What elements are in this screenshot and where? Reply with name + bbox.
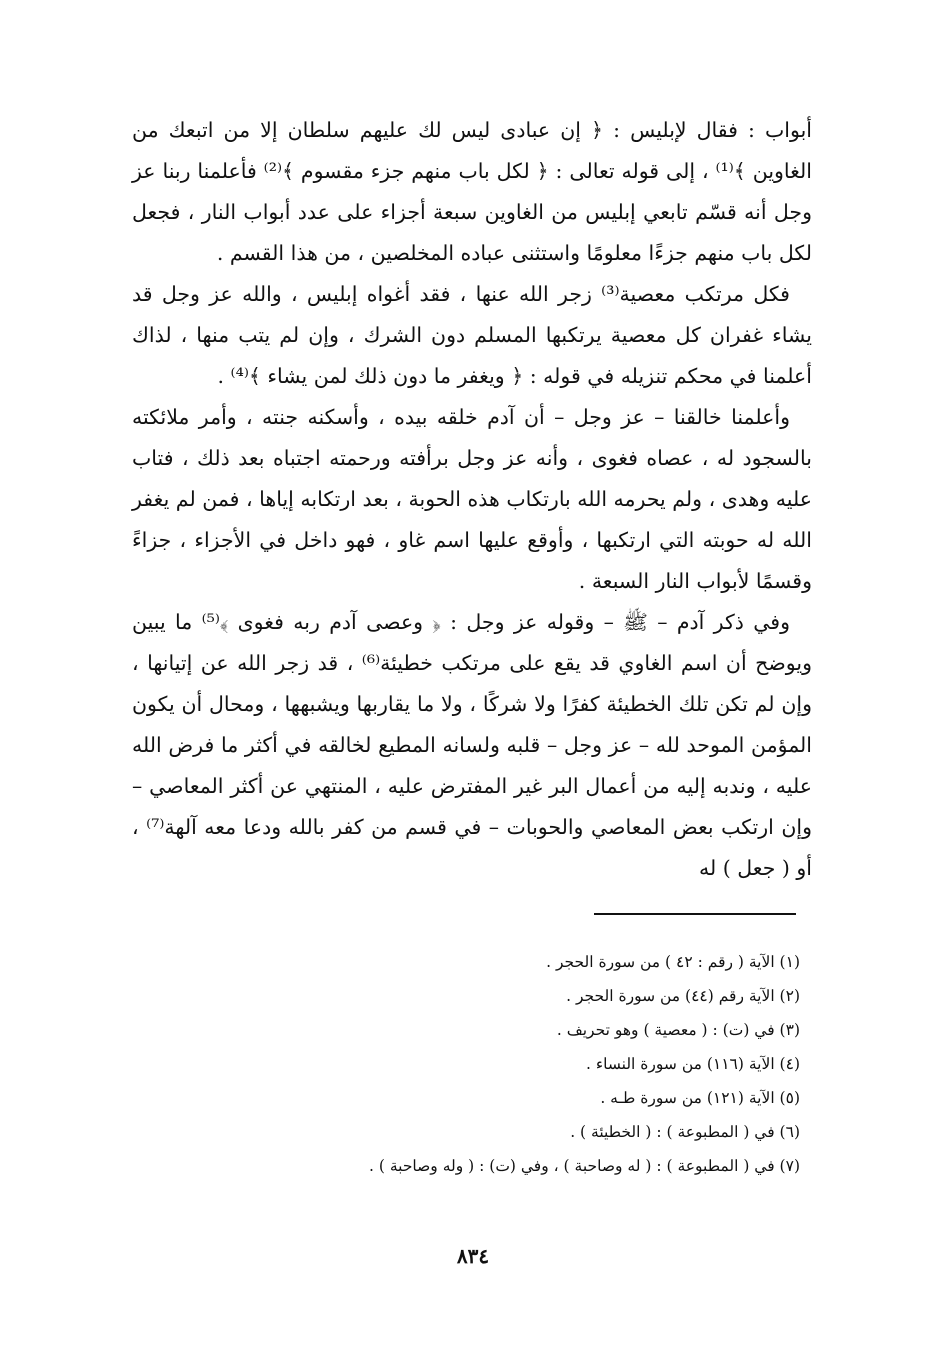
paragraph-4: وفي ذكر آدم – ﷺ – وقوله عز وجل : ﴿ وعصى آدم ربه فغوى ﴾⁽⁵⁾ ما يبين ويوضح أن اسم الغاوي قد يقع على مرتكب خطيئة⁽⁶⁾ ، قد زجر الله عن إتيانها ، وإن لم تكن تلك الخطيئة كفرًا ولا شركًا ، ولا ما يقاربها ويشبهها ، ومحال أن يكون المؤمن الموحد لله – عز وجل – قلبه ولسانه المطيع لخالقه في أكثر ما فرض الله عليه ، وندبه إليه من أعمال البر غير المفترض عليه ، المنتهي عن أكثر المعاصي – وإن ارتكب بعض المعاصي والحوبات – في قسم من كفر بالله ودعا معه آلهة⁽⁷⁾ ، أو ( جعل ) له (132, 610, 812, 880)
footnote-4: (٤) الآية (١١٦) من سورة النساء . (585, 1055, 800, 1073)
page-number: ٨٣٤ (456, 1244, 490, 1268)
footnote-3: (٣) في (ت) : ( معصية ) وهو تحريف . (556, 1021, 800, 1039)
footnote-separator (594, 913, 796, 915)
footnote-5: (٥) الآية (١٢١) من سورة طـه . (600, 1089, 800, 1107)
footnote-6: (٦) في ( المطبوعة ) : ( الخطيئة ) . (570, 1123, 800, 1141)
footnote-1: (١) الآية ( رقم : ٤٢ ) من سورة الحجر . (546, 953, 800, 971)
paragraph-1: أبواب : فقال لإبليس : ﴿ إن عبادى ليس لك عليهم سلطان إلا من اتبعك من الغاوين ﴾⁽¹⁾ ، إلى قوله تعالى : ﴿ لكل باب منهم جزء مقسوم ﴾⁽²⁾ فأعلمنا ربنا عز وجل أنه قسّم تابعي إبليس من الغاوين سبعة أجزاء على عدد أبواب النار ، فجعل لكل باب منهم جزءًا معلومًا واستثنى عباده المخلصين ، من هذا القسم . (132, 118, 813, 265)
paragraph-2: فكل مرتكب معصية⁽³⁾ زجر الله عنها ، فقد أغواه إبليس ، والله عز وجل قد يشاء غفران كل معصية يرتكبها المسلم دون الشرك ، وإن لم يتب منها ، لذاك أعلمنا في محكم تنزيله في قوله : ﴿ ويغفر ما دون ذلك لمن يشاء ﴾⁽⁴⁾ . (132, 282, 812, 388)
main-text (132, 110, 812, 889)
footnote-2: (٢) الآية رقم (٤٤) من سورة الحجر . (566, 987, 800, 1005)
paragraph-3: وأعلمنا خالقنا – عز وجل – أن آدم خلقه بيده ، وأسكنه جنته ، وأمر ملائكته بالسجود له ، عصاه فغوى ، وأنه عز وجل برأفته ورحمته اجتباه بعد ذلك ، فتاب عليه وهدى ، ولم يحرمه الله بارتكاب هذه الحوبة ، بعد ارتكابه إياها ، فمن لم يغفر الله له حوبته التي ارتكبها ، وأوقع عليها اسم غاو ، فهو داخل في الأجزاء ، جزاءً وقسمًا لأبواب النار السبعة . (132, 405, 812, 593)
footnotes (300, 945, 800, 1183)
footnote-7: (٧) في ( المطبوعة ) : ( له وصاحبة ) ، وفي (ت) : ( وله وصاحبة ) . (369, 1157, 800, 1175)
